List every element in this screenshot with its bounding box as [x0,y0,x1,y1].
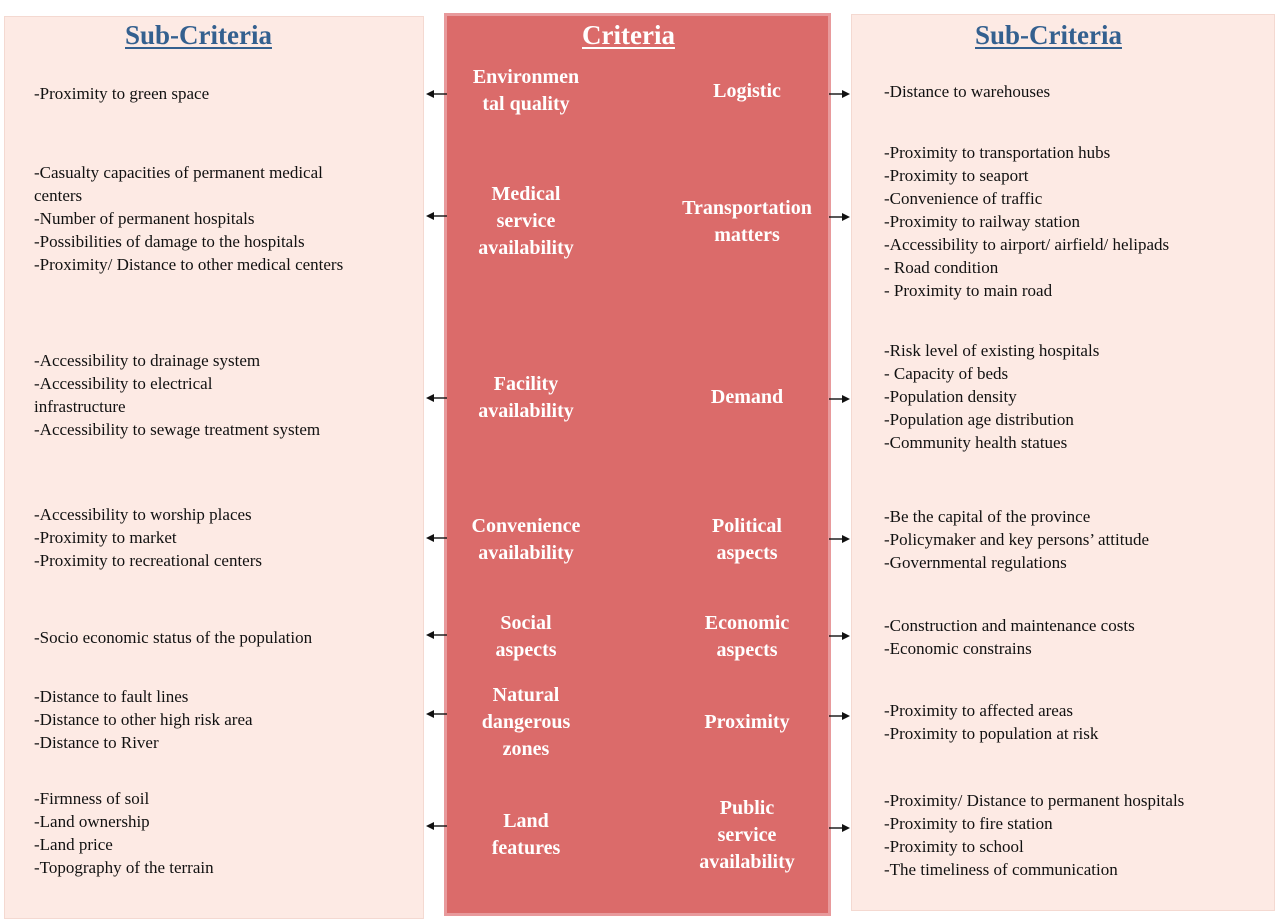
left-criterion-label [478,371,574,425]
left-subcriteria-list [34,503,262,572]
criterion-label-line: zones [502,738,550,760]
right-arrow-icon [828,211,850,223]
left-criterion-label [495,610,556,664]
subcriterion-item: -Population density [884,387,1017,406]
subcriterion-item: -Proximity to seaport [884,166,1029,185]
left-arrow-icon [426,820,448,832]
subcriterion-item: -Distance to warehouses [884,82,1051,101]
criterion-label-line: Land [503,810,549,832]
left-criterion-label [478,181,574,262]
right-arrow-icon [828,393,850,405]
right-subcriteria-list [884,699,1098,745]
left-criterion-label [472,513,581,567]
subcriterion-item: -Distance to other high risk area [34,710,253,729]
right-criterion-label [699,795,795,876]
subcriterion-item: -Population age distribution [884,410,1074,429]
left-subcriteria-list [34,349,320,441]
left-subcriteria-list [34,82,209,105]
subcriterion-item: -Land ownership [34,812,150,831]
right-criterion-label [704,709,789,736]
left-criterion-label [482,682,571,763]
subcriterion-item: -Economic constrains [884,639,1032,658]
left-subcriteria-list [34,787,214,879]
criteria-panel [444,13,831,916]
criterion-label-line: Convenience [471,515,581,537]
subcriterion-item: -Proximity to railway station [884,212,1080,231]
left-subcriteria-heading: Sub-Criteria [125,20,272,50]
subcriterion-item: -Proximity to school [884,837,1024,856]
subcriterion-item: -Land price [34,835,113,854]
criterion-label-line: Natural [492,684,560,706]
criterion-label-line: tal quality [482,93,570,115]
left-criterion-label [473,64,579,118]
subcriterion-item: -Casualty capacities of permanent medical [34,163,323,182]
right-subcriteria-list [884,614,1135,660]
subcriterion-item: -Proximity to green space [34,84,210,103]
left-criterion-label [492,808,561,862]
right-arrow-icon [828,88,850,100]
left-subcriteria-list [34,685,253,754]
subcriterion-item: -Convenience of traffic [884,189,1043,208]
right-subcriteria-list [884,141,1169,302]
subcriterion-item: -Socio economic status of the population [34,628,313,647]
subcriterion-item: -Accessibility to sewage treatment system [34,420,321,439]
subcriterion-item: -Proximity to transportation hubs [884,143,1111,162]
subcriterion-item: - Road condition [884,258,999,277]
right-criterion-label [711,384,783,411]
left-subcriteria-panel [4,16,424,919]
subcriterion-item: -Distance to River [34,733,159,752]
subcriterion-item: - Proximity to main road [884,281,1053,300]
subcriterion-item: -Governmental regulations [884,553,1067,572]
criterion-label-line: aspects [495,639,557,661]
criterion-label-line: service [717,824,777,846]
left-arrow-icon [426,210,448,222]
right-arrow-icon [828,710,850,722]
subcriterion-item: -Accessibility to worship places [34,505,252,524]
criterion-label-line: Demand [710,386,784,408]
right-subcriteria-list [884,789,1184,881]
right-subcriteria-list [884,339,1099,454]
subcriterion-item: -Community health statues [884,433,1068,452]
subcriterion-item: -Firmness of soil [34,789,150,808]
criterion-label-line: Logistic [713,80,781,102]
criterion-label-line: aspects [716,542,778,564]
subcriterion-item: -Be the capital of the province [884,507,1091,526]
subcriterion-item: centers [34,186,83,205]
left-arrow-icon [426,708,448,720]
criterion-label-line: Economic [704,612,790,634]
subcriterion-item: -Accessibility to electrical [34,374,213,393]
criterion-label-line: Public [719,797,775,819]
right-criterion-label [682,195,812,249]
right-criterion-label [705,610,789,664]
right-subcriteria-list [884,80,1050,103]
right-subcriteria-list [884,505,1149,574]
subcriterion-item: -Proximity/ Distance to other medical centers [34,255,344,274]
left-subcriteria-list [34,161,343,276]
criterion-label-line: aspects [716,639,778,661]
criterion-label-line: service [496,210,556,232]
criterion-label-line: availability [478,400,574,422]
left-arrow-icon [426,629,448,641]
subcriterion-item: -Proximity to fire station [884,814,1053,833]
right-arrow-icon [828,822,850,834]
criterion-label-line: Social [500,612,552,634]
right-criterion-label [713,78,781,105]
subcriterion-item: -Topography of the terrain [34,858,214,877]
left-subcriteria-list [34,626,312,649]
subcriterion-item: -Policymaker and key persons’ attitude [884,530,1149,549]
criterion-label-line: Environmen [472,66,580,88]
criterion-label-line: Facility [493,373,559,395]
subcriterion-item: infrastructure [34,397,126,416]
criterion-label-line: availability [478,542,574,564]
subcriterion-item: -Construction and maintenance costs [884,616,1135,635]
right-subcriteria-heading: Sub-Criteria [975,20,1122,50]
criterion-label-line: features [491,837,561,859]
subcriterion-item: -Proximity to market [34,528,177,547]
criterion-label-line: matters [714,224,780,246]
criterion-label-line: Transportation [682,197,812,219]
criterion-label-line: dangerous [481,711,571,733]
subcriterion-item: -Proximity to affected areas [884,701,1073,720]
subcriterion-item: -Possibilities of damage to the hospitals [34,232,305,251]
criterion-label-line: availability [478,237,574,259]
right-arrow-icon [828,533,850,545]
subcriterion-item: -Accessibility to drainage system [34,351,261,370]
subcriterion-item: -Risk level of existing hospitals [884,341,1100,360]
subcriterion-item: -The timeliness of communication [884,860,1118,879]
criterion-label-line: Proximity [704,711,790,733]
subcriterion-item: - Capacity of beds [884,364,1009,383]
right-arrow-icon [828,630,850,642]
left-arrow-icon [426,88,448,100]
right-criterion-label [712,513,782,567]
left-arrow-icon [426,532,448,544]
subcriterion-item: -Distance to fault lines [34,687,189,706]
criterion-label-line: availability [699,851,795,873]
subcriterion-item: -Number of permanent hospitals [34,209,255,228]
subcriterion-item: -Accessibility to airport/ airfield/ helipads [884,235,1170,254]
criteria-heading: Criteria [582,20,675,50]
criterion-label-line: Political [712,515,782,537]
criterion-label-line: Medical [491,183,561,205]
left-arrow-icon [426,392,448,404]
subcriterion-item: -Proximity to recreational centers [34,551,262,570]
subcriterion-item: -Proximity/ Distance to permanent hospitals [884,791,1185,810]
subcriterion-item: -Proximity to population at risk [884,724,1099,743]
